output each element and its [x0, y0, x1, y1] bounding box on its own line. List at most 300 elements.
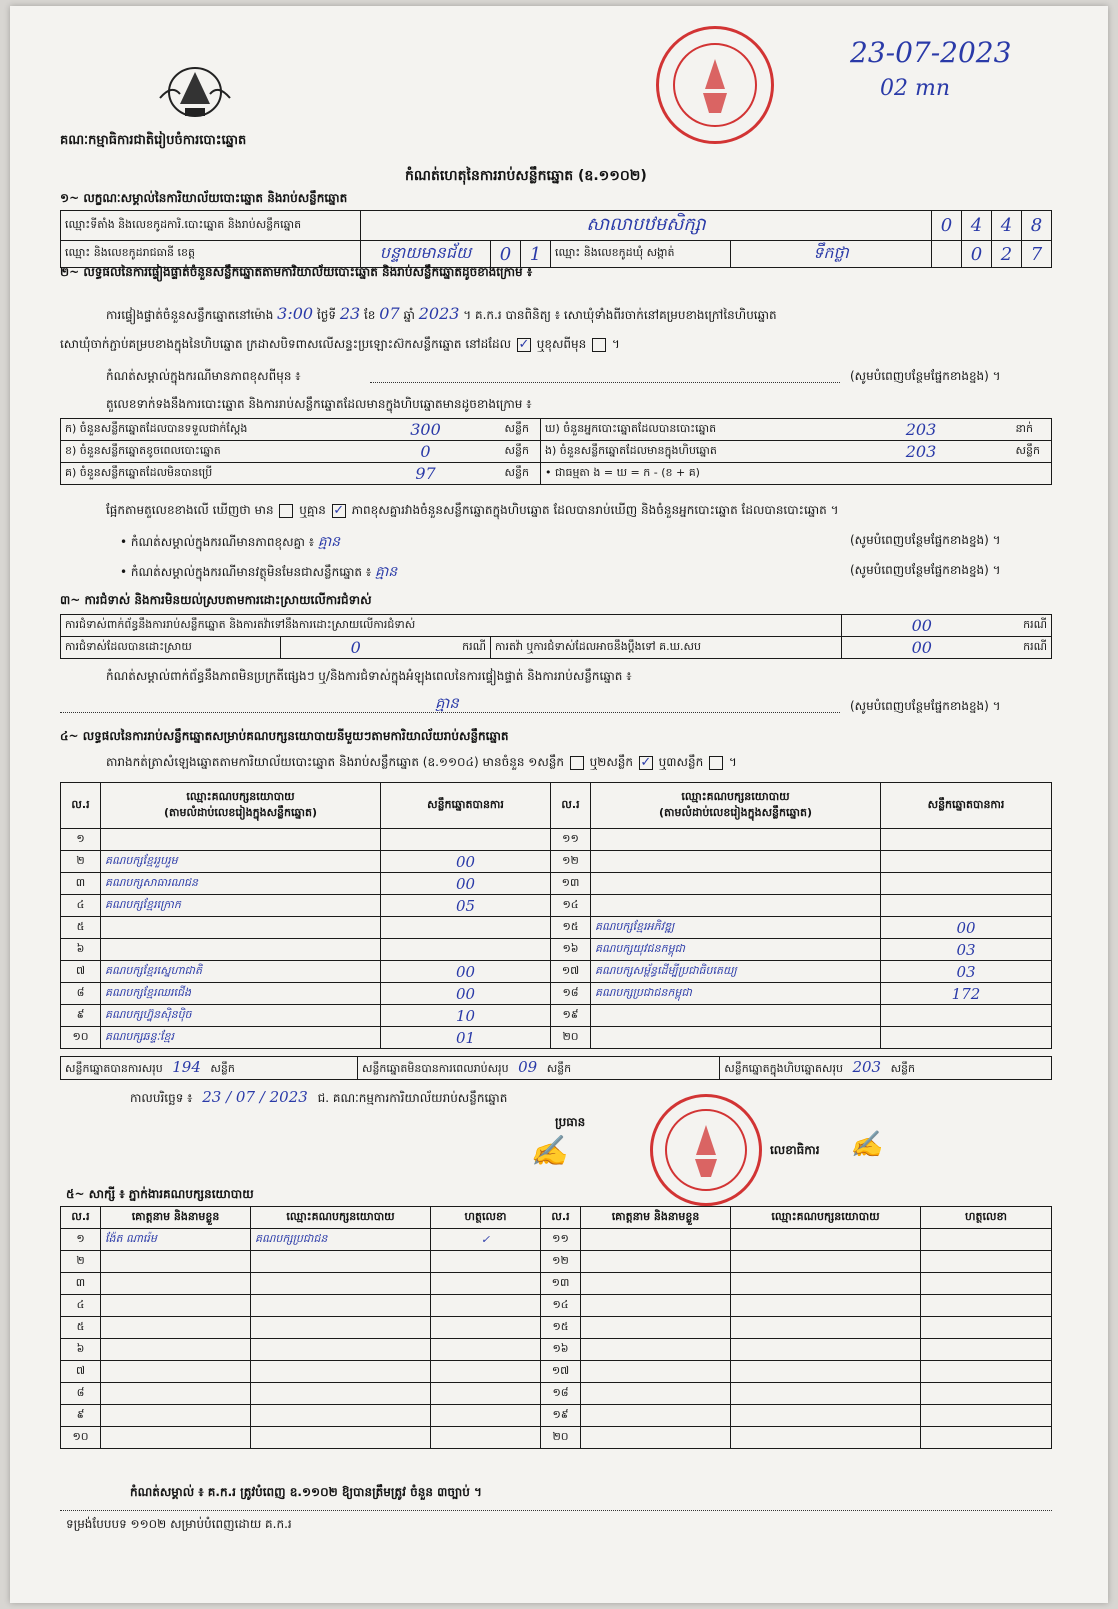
result-party: [591, 1005, 881, 1027]
witness-row: [61, 1295, 1052, 1317]
witness-no: ៩: [61, 1405, 101, 1427]
witness-party: គណបក្សប្រជាជន: [251, 1229, 431, 1251]
result-party: គណបក្សសាធារណជន: [101, 873, 381, 895]
party-header-title-2: ឈ្មោះគណបក្សនយោបាយ: [681, 789, 790, 803]
valid-total-unit: សន្លឹក: [210, 1062, 235, 1075]
witness-name: [101, 1251, 251, 1273]
witness-no: ១២: [541, 1251, 581, 1273]
result-votes: 00: [881, 917, 1052, 939]
result-votes: [381, 917, 551, 939]
result-party: [101, 917, 381, 939]
witness-signature: [431, 1295, 541, 1317]
result-party: គណបក្សខ្មែរអភិវឌ្ឍ: [591, 917, 881, 939]
date-value: 23 / 07 / 2023: [202, 1088, 308, 1106]
irregularity-note-label: កំណត់សម្គាល់ពាក់ព័ន្ធនឹងភាពមិនប្រក្រតីផ្សេងៗ ឬ/និងការជំទាស់ក្នុងអំឡុងពេលនៃការផ្ទៀងផ្ទាត់ និងការរាប់សន្លឹកឆ្នោត ៖: [106, 669, 632, 683]
witness-signature: [921, 1339, 1052, 1361]
result-party: គណបក្សហ្វ៊ុនស៊ិនប៉ិច: [101, 1005, 381, 1027]
result-no: ៣: [61, 873, 101, 895]
result-party: គណបក្សខ្មែរឈរជើង: [101, 983, 381, 1005]
discrepancy-note-label: • កំណត់សម្គាល់ក្នុងករណីមានភាពខុសគ្នា ៖: [120, 535, 315, 549]
discrepancy-note-value: គ្មាន: [317, 534, 341, 550]
result-votes: [881, 1005, 1052, 1027]
result-no: ៥: [61, 917, 101, 939]
verification-time: 3:00: [277, 304, 314, 323]
resolved-value: 0: [281, 637, 431, 659]
witness-signature: [921, 1405, 1052, 1427]
box-total: [720, 1057, 1052, 1080]
witness-name: [581, 1339, 731, 1361]
result-no: ១៨: [551, 983, 591, 1005]
result-votes: [881, 873, 1052, 895]
nec-logo: [150, 54, 240, 124]
witness-party: [251, 1295, 431, 1317]
witness-name: [101, 1339, 251, 1361]
figure-unit-d: នាក់: [1012, 419, 1052, 441]
witness-signature: [921, 1273, 1052, 1295]
seal-changed-label: ឬខុសពីមុន: [536, 337, 587, 351]
result-no: ១១: [551, 829, 591, 851]
valid-total: [61, 1057, 358, 1080]
result-votes: 00: [381, 873, 551, 895]
footer-divider: [60, 1510, 1052, 1511]
verification-text: ។ គ.ក.រ បានពិនិត្យ ៖ សោឃុំទាំងពីរចាក់នៅគម្របខាងក្រៅនៃហិបឆ្នោត: [463, 308, 777, 322]
result-no: ៤: [61, 895, 101, 917]
valid-total-value: 194: [172, 1058, 201, 1076]
results-row: [61, 1005, 1052, 1027]
witness-no: ១០: [61, 1427, 101, 1449]
witness-name: [101, 1383, 251, 1405]
witness-no: ៦: [61, 1339, 101, 1361]
result-party: គណបក្សខ្មែរស្នេហាជាតិ: [101, 961, 381, 983]
figure-unit-a: សន្លឹក: [501, 419, 541, 441]
form-paper: [10, 6, 1108, 1603]
witness-signature: [431, 1405, 541, 1427]
section3-heading: ៣~ ការជំទាស់ និងការមិនយល់ស្របតាមការដោះស្រាយលើការជំទាស់: [60, 593, 372, 607]
location-code-4: 8: [1022, 211, 1052, 241]
result-no: ២: [61, 851, 101, 873]
witness-no: ២០: [541, 1427, 581, 1449]
result-no: ១៥: [551, 917, 591, 939]
result-party: [591, 851, 881, 873]
witness-name: [581, 1295, 731, 1317]
handwritten-time: 02 mn: [880, 76, 951, 101]
figures-intro: តួលេខទាក់ទងនឹងការបោះឆ្នោត និងការរាប់សន្លឹកឆ្នោតដែលមានក្នុងហិបឆ្នោតមានដូចខាងក្រោម ៖: [106, 397, 532, 411]
witness-signature: [921, 1229, 1052, 1251]
verification-day: 23: [339, 304, 361, 323]
figure-unit-b: សន្លឹក: [501, 441, 541, 463]
result-no: ៧: [61, 961, 101, 983]
witness-signature: [431, 1427, 541, 1449]
figures-row: [61, 463, 1052, 485]
results-row: [61, 939, 1052, 961]
witness-party: [731, 1273, 921, 1295]
committee-label: ជ. គណៈកម្មការការិយាល័យរាប់សន្លឹកឆ្នោត: [317, 1091, 508, 1105]
irregularity-note-suffix: (សូមបំពេញបន្ថែមផ្នែកខាងខ្នង) ។: [850, 699, 1001, 713]
foreign-object-suffix: (សូមបំពេញបន្ថែមផ្នែកខាងខ្នង) ។: [850, 563, 1001, 577]
discrepancy-note: [120, 532, 340, 553]
appeal-value: 00: [842, 637, 1002, 659]
witness-name: [581, 1383, 731, 1405]
difference-text-b: ឬគ្មាន: [299, 503, 326, 517]
result-party: គណបក្សឆន្ទៈខ្មែរ: [101, 1027, 381, 1049]
witness-no: ៥: [61, 1317, 101, 1339]
commune-code-spacer: [932, 241, 962, 268]
result-no: ១: [61, 829, 101, 851]
party-header-subtitle-2: (តាមលំដាប់លេខរៀងក្នុងសន្លឹកឆ្នោត): [659, 805, 812, 819]
result-no: ១៩: [551, 1005, 591, 1027]
result-party: [591, 1027, 881, 1049]
witness-row: [61, 1273, 1052, 1295]
commune-value: ទឹកថ្លា: [731, 241, 932, 268]
witness-signature: [431, 1273, 541, 1295]
witness-header-signature-2: ហត្ថលេខា: [921, 1207, 1052, 1229]
verification-label-year: ឆ្នាំ: [403, 308, 415, 322]
witness-party: [251, 1273, 431, 1295]
official-stamp-top: [656, 26, 774, 144]
foreign-object-note: [120, 562, 397, 583]
verification-label-day: ថ្ងៃទី: [316, 308, 336, 322]
form-footer: ទម្រង់បែបបទ ១១០២ សម្រាប់បំពេញដោយ គ.ក.រ: [66, 1517, 292, 1531]
tally-sheet-text: តារាងកត់ត្រាសំឡេងឆ្នោតតាមការិយាល័យបោះឆ្នោត និងរាប់សន្លឹកឆ្នោត (ឧ.១១០៤) មានចំនួន ១សន្លឹក: [106, 755, 564, 769]
result-votes: 03: [881, 961, 1052, 983]
results-row: [61, 917, 1052, 939]
result-votes: [881, 829, 1052, 851]
secretary-signature: ✍: [850, 1130, 883, 1160]
party-header-title: ឈ្មោះគណបក្សនយោបាយ: [186, 789, 295, 803]
objection-table: [60, 614, 1052, 659]
valid-total-label: សន្លឹកឆ្នោតបានការសរុប: [65, 1062, 163, 1075]
witness-party: [251, 1361, 431, 1383]
witness-signature: [921, 1383, 1052, 1405]
two-sheets-label: ឬ២សន្លឹក: [589, 755, 634, 769]
result-votes: 03: [881, 939, 1052, 961]
result-party: [591, 829, 881, 851]
result-party: [591, 873, 881, 895]
form-title: កំណត់ហេតុនៃការរាប់សន្លឹកឆ្នោត (ឧ.១១០២): [405, 168, 647, 184]
result-votes: [381, 829, 551, 851]
footer-note: កំណត់សម្គាល់ ៖ គ.ក.រ ត្រូវបំពេញ ឧ.១១០២ ឱ្យបានត្រឹមត្រូវ ចំនួន ៣ច្បាប់ ។: [130, 1485, 482, 1499]
verification-month: 07: [379, 304, 400, 323]
results-table: [60, 782, 1052, 1049]
witness-name: [581, 1229, 731, 1251]
result-no: ១៧: [551, 961, 591, 983]
result-party: គណបក្សសម្ព័ន្ធដើម្បីប្រជាធិបតេយ្យ: [591, 961, 881, 983]
foreign-object-value: គ្មាន: [374, 564, 398, 580]
figure-value-a: 300: [351, 419, 501, 441]
secretary-label: លេខាធិការ: [770, 1143, 820, 1157]
witness-no: ១៦: [541, 1339, 581, 1361]
witness-no: ១៨: [541, 1383, 581, 1405]
witness-party: [731, 1405, 921, 1427]
result-no: ៨: [61, 983, 101, 1005]
one-sheet-checkbox[interactable]: [570, 756, 584, 770]
result-party: គណបក្សខ្មែររួបរួម: [101, 851, 381, 873]
verification-label-time: ការផ្ទៀងផ្ទាត់ចំនួនសន្លឹកឆ្នោតនៅម៉ោង: [106, 308, 274, 322]
resolved-unit: ករណី: [431, 637, 491, 659]
witness-no: ១៣: [541, 1273, 581, 1295]
results-header-no-2: ល.រ: [551, 783, 591, 829]
seal-line: សោឃុំចាក់ភ្ជាប់គម្របខាងក្នុងនៃហិបឆ្នោត ក្រដាសបិទពាសលើសន្ទះប្រឡោះស៊កសន្លឹកឆ្នោត នៅដដែល ✓ ឬខុសពីមុន ។: [60, 336, 620, 354]
witness-no: ៣: [61, 1273, 101, 1295]
invalid-total-label: សន្លឹកឆ្នោតមិនបានការពេលរាប់សរុប: [361, 1062, 509, 1075]
witness-no: ២: [61, 1251, 101, 1273]
result-no: ១២: [551, 851, 591, 873]
witness-header-party-2: ឈ្មោះគណបក្សនយោបាយ: [731, 1207, 921, 1229]
witness-party: [731, 1317, 921, 1339]
witness-no: ១១: [541, 1229, 581, 1251]
witness-name: ង៉ែត ណារ៉េម: [101, 1229, 251, 1251]
three-sheets-checkbox[interactable]: [709, 756, 723, 770]
results-header-party-2: [591, 783, 881, 829]
witness-table: [60, 1206, 1052, 1449]
result-votes: 00: [381, 961, 551, 983]
province-code-2: 1: [521, 241, 551, 268]
result-party: [101, 939, 381, 961]
witness-party: [731, 1361, 921, 1383]
witness-header-name-2: គោត្តនាម និងនាមខ្លួន: [581, 1207, 731, 1229]
result-votes: [881, 895, 1052, 917]
witness-name: [581, 1251, 731, 1273]
results-row: [61, 873, 1052, 895]
witness-name: [581, 1317, 731, 1339]
seal-text: សោឃុំចាក់ភ្ជាប់គម្របខាងក្នុងនៃហិបឆ្នោត ក្រដាសបិទពាសលើសន្ទះប្រឡោះស៊កសន្លឹកឆ្នោត នៅដដែល: [60, 337, 512, 351]
section1-heading: ១~ លក្ខណៈសម្គាល់នៃការិយាល័យបោះឆ្នោត និងរាប់សន្លឹកឆ្នោត: [60, 191, 348, 205]
results-row: [61, 961, 1052, 983]
result-no: ២០: [551, 1027, 591, 1049]
witness-party: [731, 1229, 921, 1251]
date-line: [130, 1088, 507, 1108]
box-total-value: 203: [852, 1058, 882, 1076]
result-votes: 01: [381, 1027, 551, 1049]
unchanged-checkbox[interactable]: [517, 338, 531, 352]
two-sheets-checkbox[interactable]: [639, 756, 653, 770]
figure-label-e: ង) ចំនួនសន្លឹកឆ្នោតដែលមានក្នុងហិបឆ្នោត: [541, 441, 831, 463]
result-party: គណបក្សខ្មែរក្រោក: [101, 895, 381, 917]
commune-code-3: 7: [1022, 241, 1052, 268]
witness-signature: [431, 1251, 541, 1273]
figure-unit-c: សន្លឹក: [501, 463, 541, 485]
figure-label-c: គ) ចំនួនសន្លឹកឆ្នោតដែលមិនបានប្រើ: [61, 463, 351, 485]
verification-label-month: ខែ: [364, 308, 376, 322]
location-code-2: 4: [962, 211, 992, 241]
witness-name: [581, 1405, 731, 1427]
province-code-1: 0: [491, 241, 521, 268]
tally-sheet-line: តារាងកត់ត្រាសំឡេងឆ្នោតតាមការិយាល័យបោះឆ្នោត និងរាប់សន្លឹកឆ្នោត (ឧ.១១០៤) មានចំនួន ១សន្លឹក ឬ២សន្លឹក ✓ ឬ៣សន្លឹក ។: [106, 754, 737, 772]
objection-unit: ករណី: [1002, 615, 1052, 637]
difference-note-dotline: [370, 382, 840, 383]
witness-name: [101, 1361, 251, 1383]
difference-yes-checkbox[interactable]: [279, 504, 293, 518]
irregularity-note-value: គ្មាន: [435, 694, 459, 712]
appeal-label: ការតវ៉ា ឬការជំទាស់ដែលអាចនឹងប្តឹងទៅ គ.ឃ.សប: [491, 637, 842, 659]
witness-name: [101, 1295, 251, 1317]
witness-row: [61, 1317, 1052, 1339]
results-row: [61, 895, 1052, 917]
figure-value-d: 203: [831, 419, 1012, 441]
witness-row: [61, 1383, 1052, 1405]
figure-label-b: ខ) ចំនួនសន្លឹកឆ្នោតខូចពេលបោះឆ្នោត: [61, 441, 351, 463]
section1-table: [60, 210, 1052, 268]
results-row: [61, 851, 1052, 873]
official-stamp-bottom: [650, 1094, 762, 1206]
witness-row: [61, 1361, 1052, 1383]
party-header-subtitle: (តាមលំដាប់លេខរៀងក្នុងសន្លឹកឆ្នោត): [164, 805, 317, 819]
location-value: សាលាបឋមសិក្សា: [361, 211, 932, 241]
result-no: ១០: [61, 1027, 101, 1049]
witness-party: [731, 1251, 921, 1273]
box-total-label: សន្លឹកឆ្នោតក្នុងហិបឆ្នោតសរុប: [724, 1062, 843, 1075]
witness-header-name: គោត្តនាម និងនាមខ្លួន: [101, 1207, 251, 1229]
result-no: ១៤: [551, 895, 591, 917]
resolved-label: ការជំទាស់ដែលបានដោះស្រាយ: [61, 637, 281, 659]
chair-label: ប្រធាន: [555, 1115, 586, 1129]
section2-heading: ២~ លទ្ធផលនៃការផ្ទៀងផ្ទាត់ចំនួនសន្លឹកឆ្នោតតាមការិយាល័យបោះឆ្នោត និងរាប់សន្លឹកឆ្នោតដូចខាងក្រោម ៖: [60, 265, 533, 279]
figure-unit-e: សន្លឹក: [1012, 441, 1052, 463]
witness-signature: [921, 1295, 1052, 1317]
province-value: បន្ទាយមានជ័យ: [361, 241, 491, 268]
witness-party: [251, 1317, 431, 1339]
box-total-unit: សន្លឹក: [890, 1062, 916, 1075]
difference-text-c: ភាពខុសគ្នារវាងចំនួនសន្លឹកឆ្នោតក្នុងហិបឆ្នោត ដែលបានរាប់ឃើញ និងចំនួនអ្នកបោះឆ្នោត ដែលបានបោះឆ្នោត ។: [351, 503, 839, 517]
result-votes: 00: [381, 851, 551, 873]
location-label: ឈ្មោះទីតាំង និងលេខកូដការិ.បោះឆ្នោត និងរាប់សន្លឹកឆ្នោត: [61, 211, 361, 241]
difference-note-suffix: (សូមបំពេញបន្ថែមផ្នែកខាងខ្នង) ។: [850, 369, 1001, 383]
witness-row: [61, 1427, 1052, 1449]
witness-signature: ✓: [431, 1229, 541, 1251]
witness-signature: [921, 1251, 1052, 1273]
witness-no: ១៤: [541, 1295, 581, 1317]
witness-row: [61, 1339, 1052, 1361]
witness-name: [101, 1427, 251, 1449]
difference-no-checkbox[interactable]: [332, 504, 346, 518]
result-votes: 00: [381, 983, 551, 1005]
witness-no: ៨: [61, 1383, 101, 1405]
witness-header-signature: ហត្ថលេខា: [431, 1207, 541, 1229]
witness-signature: [921, 1427, 1052, 1449]
witness-party: [251, 1427, 431, 1449]
witness-name: [581, 1427, 731, 1449]
witness-party: [731, 1427, 921, 1449]
three-sheets-label: ឬ៣សន្លឹក: [658, 755, 704, 769]
witness-name: [581, 1361, 731, 1383]
commune-code-1: 0: [962, 241, 992, 268]
witness-name: [101, 1273, 251, 1295]
verification-line: [106, 304, 777, 325]
witness-no: ១៩: [541, 1405, 581, 1427]
province-label: ឈ្មោះ និងលេខកូដរាជធានី ខេត្ត: [61, 241, 361, 268]
witness-signature: [431, 1361, 541, 1383]
figure-value-b: 0: [351, 441, 501, 463]
witness-signature: [921, 1317, 1052, 1339]
figures-table: [60, 418, 1052, 485]
witness-header-party: ឈ្មោះគណបក្សនយោបាយ: [251, 1207, 431, 1229]
witness-row: [61, 1405, 1052, 1427]
result-votes: [881, 851, 1052, 873]
date-label: កាលបរិច្ឆេទ ៖: [130, 1091, 193, 1105]
result-party: [591, 895, 881, 917]
section4-heading: ៤~ លទ្ធផលនៃការរាប់សន្លឹកឆ្នោតសម្រាប់គណបក្សនយោបាយនីមួយៗតាមការិយាល័យរាប់សន្លឹកឆ្នោត: [60, 729, 509, 743]
witness-party: [251, 1251, 431, 1273]
witness-party: [251, 1339, 431, 1361]
figure-label-d: ឃ) ចំនួនអ្នកបោះឆ្នោតដែលបានបោះឆ្នោត: [541, 419, 831, 441]
witness-party: [251, 1383, 431, 1405]
invalid-total-value: 09: [518, 1058, 538, 1076]
figures-row: [61, 419, 1052, 441]
results-row: [61, 829, 1052, 851]
location-code-1: 0: [932, 211, 962, 241]
witness-header-no: ល.រ: [61, 1207, 101, 1229]
invalid-total-unit: សន្លឹក: [546, 1062, 572, 1075]
results-header-no: ល.រ: [61, 783, 101, 829]
witness-header-no-2: ល.រ: [541, 1207, 581, 1229]
result-votes: [881, 1027, 1052, 1049]
results-header-votes: សន្លឹកឆ្នោតបានការ: [381, 783, 551, 829]
figures-row: [61, 441, 1052, 463]
result-no: ៦: [61, 939, 101, 961]
handwritten-date: 23-07-2023: [850, 36, 1012, 69]
witness-party: [731, 1383, 921, 1405]
verification-year: 2023: [418, 304, 460, 323]
difference-text-a: ផ្អែកតាមតួលេខខាងលើ ឃើញថា មាន: [106, 503, 274, 517]
difference-line: [106, 502, 839, 520]
result-votes: 10: [381, 1005, 551, 1027]
results-row: [61, 983, 1052, 1005]
discrepancy-note-suffix: (សូមបំពេញបន្ថែមផ្នែកខាងខ្នង) ។: [850, 533, 1001, 547]
result-votes: 172: [881, 983, 1052, 1005]
witness-signature: [921, 1361, 1052, 1383]
figure-value-e: 203: [831, 441, 1012, 463]
result-party: គណបក្សយុវជនកម្ពុជា: [591, 939, 881, 961]
results-totals: [60, 1056, 1052, 1080]
figure-value-c: 97: [351, 463, 501, 485]
result-party: គណបក្សប្រជាជនកម្ពុជា: [591, 983, 881, 1005]
witness-name: [581, 1273, 731, 1295]
chair-signature: ✍: [530, 1134, 568, 1169]
difference-note-label: កំណត់សម្គាល់ក្នុងករណីមានភាពខុសពីមុន ៖: [106, 369, 301, 383]
section5-heading: ៥~ សាក្សី ៖ ភ្នាក់ងារគណបក្សនយោបាយ: [66, 1187, 254, 1201]
commune-code-2: 2: [992, 241, 1022, 268]
commune-label: ឈ្មោះ និងលេខកូដឃុំ សង្កាត់: [551, 241, 731, 268]
results-header-party: [101, 783, 381, 829]
changed-checkbox[interactable]: [592, 338, 606, 352]
results-row: [61, 1027, 1052, 1049]
org-name: គណៈកម្មាធិការជាតិរៀបចំការបោះឆ្នោត: [60, 133, 247, 148]
result-votes: [381, 939, 551, 961]
invalid-total: [357, 1057, 719, 1080]
result-no: ១៦: [551, 939, 591, 961]
witness-name: [101, 1317, 251, 1339]
witness-signature: [431, 1339, 541, 1361]
witness-no: ៤: [61, 1295, 101, 1317]
witness-no: ១: [61, 1229, 101, 1251]
witness-signature: [431, 1383, 541, 1405]
objection-value: 00: [842, 615, 1002, 637]
result-party: [101, 829, 381, 851]
location-code-3: 4: [992, 211, 1022, 241]
witness-no: ១៥: [541, 1317, 581, 1339]
witness-party: [251, 1405, 431, 1427]
witness-party: [731, 1339, 921, 1361]
foreign-object-label: • កំណត់សម្គាល់ក្នុងករណីមានវត្ថុមិនមែនជាសន្លឹកឆ្នោត ៖: [120, 565, 372, 579]
witness-name: [101, 1405, 251, 1427]
witness-no: ១៧: [541, 1361, 581, 1383]
witness-row: [61, 1251, 1052, 1273]
witness-row: [61, 1229, 1052, 1251]
witness-party: [731, 1295, 921, 1317]
witness-no: ៧: [61, 1361, 101, 1383]
witness-signature: [431, 1317, 541, 1339]
result-no: ១៣: [551, 873, 591, 895]
